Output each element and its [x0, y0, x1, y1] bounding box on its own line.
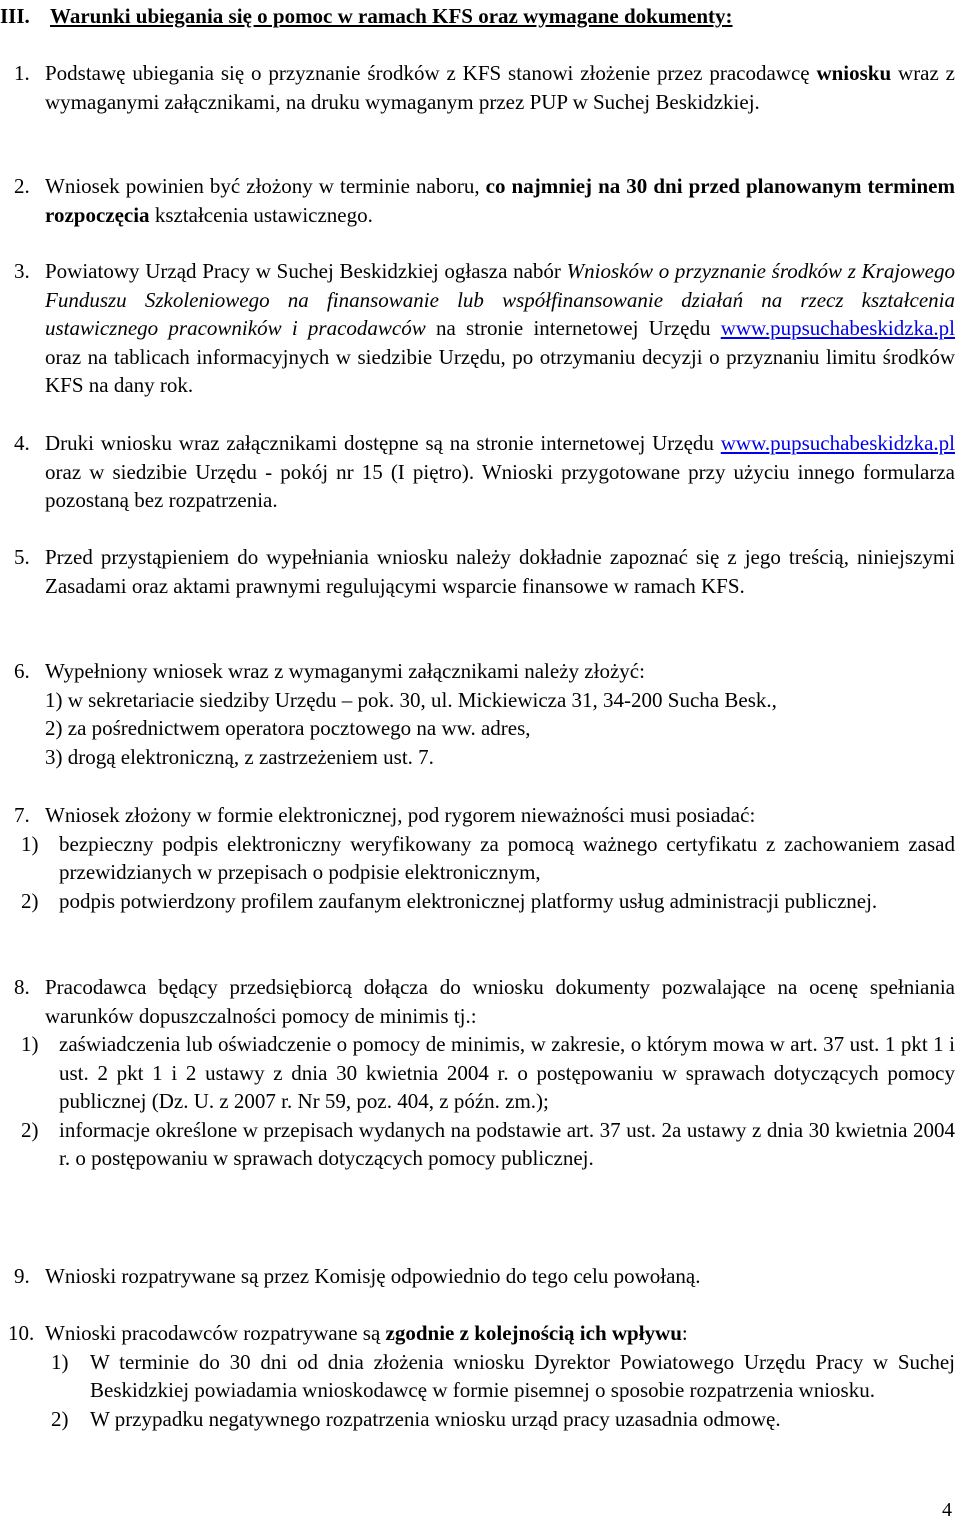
item-number: 10.	[8, 1321, 35, 1345]
list-item	[14, 429, 955, 515]
item-text: Wniosek powinien być złożony w terminie naboru, co najmniej na 30 dni przed planowanym terminem rozpoczęcia kształcenia ustawicznego.	[45, 174, 955, 227]
sub-item: 1) bezpieczny podpis elektroniczny weryfikowany za pomocą ważnego certyfikatu z zachowaniem zasad przewidzianych w przepisach o podpisie elektronicznym,	[21, 831, 955, 884]
item-number: 3.	[14, 259, 30, 283]
list-item	[14, 257, 955, 400]
list-item	[14, 657, 955, 771]
page-number: 4	[942, 1499, 952, 1521]
sub-item: 2) W przypadku negatywnego rozpatrzenia wniosku urząd pracy uzasadnia odmowę.	[51, 1406, 781, 1431]
item-number: 7.	[14, 803, 30, 827]
website-link[interactable]: www.pupsuchabeskidzka.pl	[720, 316, 955, 340]
item-number: 2.	[14, 174, 30, 198]
section-heading	[0, 2, 955, 30]
sub-item: 2) podpis potwierdzony profilem zaufanym elektronicznej platformy usług administracji publicznej.	[21, 888, 878, 913]
list-item	[14, 1262, 955, 1291]
list-item	[14, 59, 955, 116]
list-item	[14, 973, 955, 1173]
list-item	[14, 543, 955, 600]
delivery-option: 3) drogą elektroniczną, z zastrzeżeniem ust. 7.	[45, 744, 434, 769]
item-number: 6.	[14, 659, 30, 683]
item-number: 8.	[14, 975, 30, 999]
item-text: Powiatowy Urząd Pracy w Suchej Beskidzkiej ogłasza nabór Wniosków o przyznanie środków z Krajowego Funduszu Szkoleniowego na finansowanie lub współfinansowanie działań na rzecz kształcenia ustawicznego pracowników i pracodawców na stronie internetowej Urzędu www.pupsuchabeskidzka.pl oraz na tablicach informacyjnych w siedzibie Urzędu, po otrzymaniu decyzji o przyznaniu limitu środków KFS na dany rok.	[45, 259, 955, 397]
sub-item: 1) W terminie do 30 dni od dnia złożenia wniosku Dyrektor Powiatowego Urzędu Pracy w Suchej Beskidzkiej powiadamia wnioskodawcę w formie pisemnej o sposobie rozpatrzenia wniosku.	[51, 1349, 955, 1402]
item-text: Podstawę ubiegania się o przyznanie środków z KFS stanowi złożenie przez pracodawcę wniosku wraz z wymaganymi załącznikami, na druku wymaganym przez PUP w Suchej Beskidzkiej.	[45, 61, 955, 114]
item-text: Wnioski rozpatrywane są przez Komisję odpowiednio do tego celu powołaną.	[45, 1264, 701, 1288]
delivery-option: 2) za pośrednictwem operatora pocztowego na ww. adres,	[45, 716, 531, 740]
section-number: III.	[0, 4, 30, 28]
website-link[interactable]: www.pupsuchabeskidzka.pl	[720, 431, 955, 455]
item-number: 5.	[14, 545, 30, 569]
item-text: Pracodawca będący przedsiębiorcą dołącza do wniosku dokumenty pozwalające na ocenę spełniania warunków dopuszczalności pomocy de minimis tj.:	[45, 975, 955, 1028]
item-number: 9.	[14, 1264, 30, 1288]
item-text: Wypełniony wniosek wraz z wymaganymi załącznikami należy złożyć: 1) w sekretariacie siedziby Urzędu – pok. 30, ul. Mickiewicza 31, 34-200 Sucha Besk., 2) za pośrednictwem operatora pocztowego na ww. adres, 3) drogą elektroniczną, z zastrzeżeniem ust. 7.	[45, 657, 955, 771]
item-text: Wnioski pracodawców rozpatrywane są zgodnie z kolejnością ich wpływu:	[45, 1321, 688, 1345]
delivery-option: 1) w sekretariacie siedziby Urzędu – pok. 30, ul. Mickiewicza 31, 34-200 Sucha Besk.,	[45, 687, 777, 712]
item-text: Druki wniosku wraz załącznikami dostępne są na stronie internetowej Urzędu www.pupsuchabeskidzka.pl oraz w siedzibie Urzędu - pokój nr 15 (I piętro). Wnioski przygotowane przy użyciu innego formularza pozostaną bez rozpatrzenia.	[45, 431, 955, 512]
item-number: 1.	[14, 61, 30, 85]
list-item	[8, 1319, 955, 1433]
list-item	[14, 801, 955, 915]
item-text: Wniosek złożony w formie elektronicznej, pod rygorem nieważności musi posiadać:	[45, 803, 756, 827]
sub-item: 2) informacje określone w przepisach wydanych na podstawie art. 37 ust. 2a ustawy z dnia 30 kwietnia 2004 r. o postępowaniu w sprawach dotyczących pomocy publicznej.	[21, 1117, 955, 1170]
sub-item: 1) zaświadczenia lub oświadczenie o pomocy de minimis, w zakresie, o którym mowa w art. 37 ust. 1 pkt 1 i ust. 2 pkt 1 i 2 ustawy z dnia 30 kwietnia 2004 r. o postępowaniu w sprawach dotyczących pomocy publicznej (Dz. U. z 2007 r. Nr 59, poz. 404, z późn. zm.);	[21, 1032, 955, 1113]
section-title: Warunki ubiegania się o pomoc w ramach KFS oraz wymagane dokumenty:	[50, 4, 733, 28]
list-item	[14, 172, 955, 229]
item-number: 4.	[14, 431, 30, 455]
item-text: Przed przystąpieniem do wypełniania wniosku należy dokładnie zapoznać się z jego treścią, niniejszymi Zasadami oraz aktami prawnymi regulującymi wsparcie finansowe w ramach KFS.	[45, 545, 955, 598]
